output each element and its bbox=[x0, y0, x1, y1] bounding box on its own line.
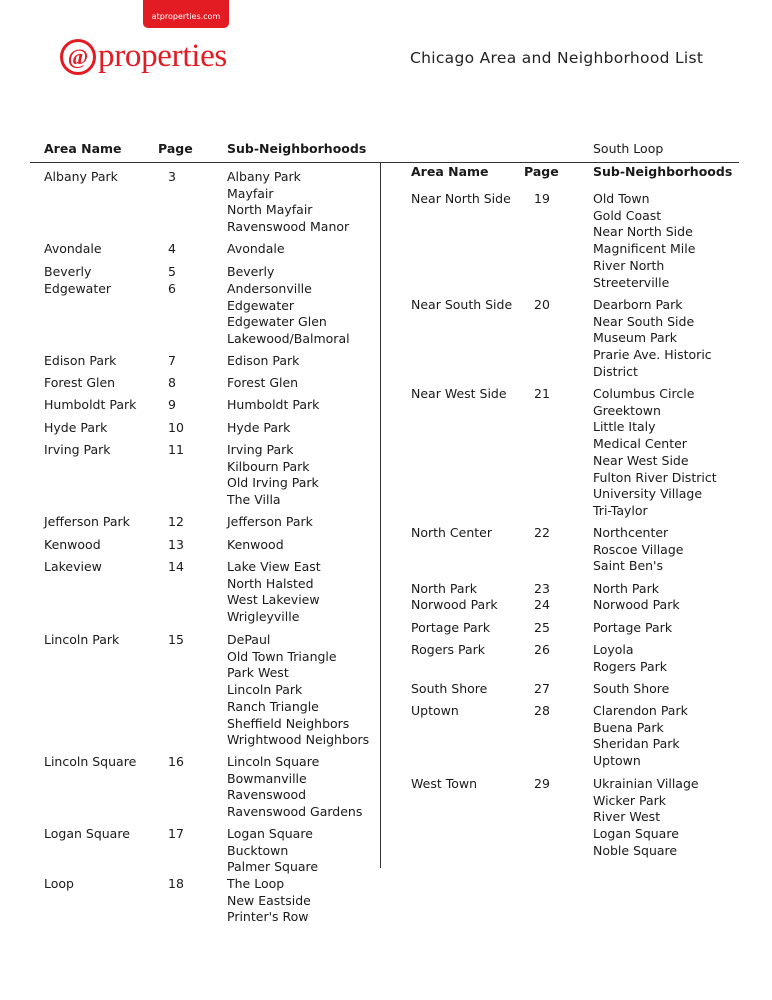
area-name: Near West Side bbox=[411, 386, 507, 401]
sub-neighborhood-list bbox=[593, 776, 699, 860]
area-name: Forest Glen bbox=[44, 375, 116, 390]
page-number: 29 bbox=[534, 776, 550, 791]
sub-neighborhood: North Halsted bbox=[227, 575, 314, 591]
sub-neighborhood: Streeterville bbox=[593, 274, 670, 290]
sub-neighborhood: Edgewater Glen bbox=[227, 314, 327, 330]
sub-neighborhood: District bbox=[593, 363, 638, 379]
sub-neighborhood: Noble Square bbox=[593, 842, 678, 858]
sub-neighborhood: Clarendon Park bbox=[593, 703, 688, 718]
page-number: 14 bbox=[168, 559, 184, 574]
website-tab[interactable] bbox=[143, 0, 229, 28]
page-number: 4 bbox=[168, 241, 176, 256]
sub-neighborhood: Andersonville bbox=[227, 281, 312, 296]
sub-neighborhood: Dearborn Park bbox=[593, 297, 683, 312]
sub-neighborhood: Near North Side bbox=[593, 224, 693, 240]
sub-neighborhood: South Shore bbox=[593, 681, 670, 696]
area-name: Logan Square bbox=[44, 826, 130, 841]
page-number: 9 bbox=[168, 397, 176, 412]
sub-neighborhood: Humboldt Park bbox=[227, 397, 320, 412]
area-name: South Shore bbox=[411, 681, 488, 696]
sub-neighborhood: River West bbox=[593, 809, 661, 825]
sub-neighborhood: Logan Square bbox=[227, 826, 313, 841]
header-divider bbox=[30, 162, 739, 163]
sub-neighborhood-list bbox=[593, 597, 680, 614]
area-name: Portage Park bbox=[411, 620, 491, 635]
sub-neighborhood-list bbox=[593, 297, 712, 381]
sub-neighborhood-list bbox=[593, 386, 717, 520]
area-name: Norwood Park bbox=[411, 597, 498, 612]
sub-neighborhood: Lincoln Park bbox=[227, 682, 303, 698]
sub-neighborhood: Jefferson Park bbox=[227, 514, 313, 529]
sub-neighborhood: Irving Park bbox=[227, 442, 294, 457]
sub-neighborhood: Kenwood bbox=[227, 537, 284, 552]
document-title: Chicago Area and Neighborhood List bbox=[410, 49, 704, 67]
sub-neighborhood: Ravenswood Gardens bbox=[227, 804, 363, 820]
sub-neighborhood: Little Italy bbox=[593, 419, 656, 435]
sub-neighborhood-list bbox=[227, 754, 362, 821]
company-logo bbox=[60, 38, 227, 78]
page-number: 5 bbox=[168, 264, 176, 279]
logo-wordmark: properties bbox=[98, 38, 227, 74]
sub-neighborhood: Park West bbox=[227, 665, 289, 681]
sub-neighborhood: Northcenter bbox=[593, 525, 669, 540]
right-header-subs: Sub-Neighborhoods bbox=[593, 164, 733, 179]
page-number: 11 bbox=[168, 442, 184, 457]
page-number: 3 bbox=[168, 169, 176, 184]
sub-neighborhood: Bowmanville bbox=[227, 770, 307, 786]
page-number: 21 bbox=[534, 386, 550, 401]
logo-at-symbol: @ bbox=[60, 39, 96, 75]
sub-neighborhood-list bbox=[593, 703, 688, 770]
page-number: 20 bbox=[534, 297, 550, 312]
sub-neighborhood: Lake View East bbox=[227, 559, 321, 574]
area-name: West Town bbox=[411, 776, 478, 791]
sub-neighborhood: Edison Park bbox=[227, 353, 300, 368]
sub-neighborhood: Old Irving Park bbox=[227, 475, 319, 491]
sub-neighborhood-list bbox=[227, 281, 350, 348]
sub-neighborhood: Medical Center bbox=[593, 436, 687, 452]
sub-neighborhood: Sheffield Neighbors bbox=[227, 715, 350, 731]
page-number: 19 bbox=[534, 191, 550, 206]
area-name: Near North Side bbox=[411, 191, 511, 206]
sub-neighborhood: Ravenswood Manor bbox=[227, 219, 350, 235]
area-name: Albany Park bbox=[44, 169, 118, 184]
sub-neighborhood: Ravenswood bbox=[227, 787, 307, 803]
area-name: Beverly bbox=[44, 264, 92, 279]
sub-neighborhood: Loyola bbox=[593, 642, 634, 657]
page-number: 8 bbox=[168, 375, 176, 390]
sub-neighborhood: Near South Side bbox=[593, 313, 695, 329]
page-number: 13 bbox=[168, 537, 184, 552]
sub-neighborhood-list bbox=[593, 620, 672, 637]
left-header-subs: Sub-Neighborhoods bbox=[227, 141, 367, 156]
page-number: 24 bbox=[534, 597, 550, 612]
sub-neighborhood-list bbox=[593, 525, 683, 575]
sub-neighborhood-list bbox=[227, 514, 313, 531]
sub-neighborhood: Buena Park bbox=[593, 719, 664, 735]
sub-neighborhood: Avondale bbox=[227, 241, 285, 256]
area-name: Jefferson Park bbox=[44, 514, 130, 529]
sub-neighborhood: The Villa bbox=[227, 492, 281, 508]
sub-neighborhood: Hyde Park bbox=[227, 420, 291, 435]
sub-neighborhood: Edgewater bbox=[227, 297, 295, 313]
sub-neighborhood: Wicker Park bbox=[593, 792, 667, 808]
sub-neighborhood: North Mayfair bbox=[227, 202, 313, 218]
sub-neighborhood: Logan Square bbox=[593, 826, 679, 842]
left-header-page: Page bbox=[158, 141, 193, 156]
area-name: North Park bbox=[411, 581, 477, 596]
area-name: Uptown bbox=[411, 703, 459, 718]
sub-neighborhood-list bbox=[227, 375, 298, 392]
sub-neighborhood: Wrightwood Neighbors bbox=[227, 732, 370, 748]
sub-neighborhood: Palmer Square bbox=[227, 859, 319, 875]
sub-neighborhood-list bbox=[593, 581, 659, 598]
area-name: Hyde Park bbox=[44, 420, 108, 435]
sub-neighborhood: New Eastside bbox=[227, 892, 311, 908]
page-number: 12 bbox=[168, 514, 184, 529]
page-number: 15 bbox=[168, 632, 184, 647]
sub-neighborhood-list bbox=[227, 420, 290, 437]
page-number: 25 bbox=[534, 620, 550, 635]
carryover-sub-neighborhood: South Loop bbox=[593, 141, 664, 156]
sub-neighborhood: Ranch Triangle bbox=[227, 698, 319, 714]
sub-neighborhood: Greektown bbox=[593, 402, 661, 418]
page-number: 16 bbox=[168, 754, 184, 769]
sub-neighborhood: Gold Coast bbox=[593, 207, 662, 223]
sub-neighborhood-list bbox=[593, 642, 667, 675]
website-url[interactable]: atproperties.com bbox=[151, 12, 221, 21]
sub-neighborhood-list bbox=[227, 397, 319, 414]
sub-neighborhood: Bucktown bbox=[227, 842, 289, 858]
sub-neighborhood: Portage Park bbox=[593, 620, 673, 635]
sub-neighborhood: Printer's Row bbox=[227, 909, 309, 925]
sub-neighborhood-list bbox=[593, 681, 669, 698]
sub-neighborhood: Magnificent Mile bbox=[593, 241, 696, 257]
sub-neighborhood-list bbox=[227, 169, 349, 236]
area-name: Edgewater bbox=[44, 281, 112, 296]
sub-neighborhood: Forest Glen bbox=[227, 375, 299, 390]
area-name: Kenwood bbox=[44, 537, 101, 552]
sub-neighborhood: Albany Park bbox=[227, 169, 301, 184]
page-number: 28 bbox=[534, 703, 550, 718]
sub-neighborhood: River North bbox=[593, 257, 665, 273]
sub-neighborhood-list bbox=[227, 442, 319, 509]
sub-neighborhood-list bbox=[227, 826, 318, 876]
sub-neighborhood: Lincoln Square bbox=[227, 754, 320, 769]
sub-neighborhood: Mayfair bbox=[227, 185, 274, 201]
sub-neighborhood: Norwood Park bbox=[593, 597, 680, 612]
page-number: 23 bbox=[534, 581, 550, 596]
column-divider bbox=[380, 162, 381, 868]
area-name: Lincoln Park bbox=[44, 632, 120, 647]
page-number: 18 bbox=[168, 876, 184, 891]
sub-neighborhood: Near West Side bbox=[593, 452, 689, 468]
sub-neighborhood: Old Town bbox=[593, 191, 650, 206]
sub-neighborhood-list bbox=[227, 559, 321, 626]
sub-neighborhood-list bbox=[227, 353, 299, 370]
sub-neighborhood: Beverly bbox=[227, 264, 275, 279]
sub-neighborhood: West Lakeview bbox=[227, 592, 320, 608]
area-name: Irving Park bbox=[44, 442, 111, 457]
right-header-area: Area Name bbox=[411, 164, 489, 179]
area-name: Rogers Park bbox=[411, 642, 486, 657]
area-name: Near South Side bbox=[411, 297, 513, 312]
left-header-area: Area Name bbox=[44, 141, 122, 156]
area-name: North Center bbox=[411, 525, 493, 540]
sub-neighborhood: University Village bbox=[593, 486, 703, 502]
area-name: Lincoln Square bbox=[44, 754, 137, 769]
page-number: 10 bbox=[168, 420, 184, 435]
area-name: Avondale bbox=[44, 241, 102, 256]
sub-neighborhood: Fulton River District bbox=[593, 469, 717, 485]
sub-neighborhood-list bbox=[593, 191, 695, 291]
page-number: 7 bbox=[168, 353, 176, 368]
page-number: 27 bbox=[534, 681, 550, 696]
sub-neighborhood: Ukrainian Village bbox=[593, 776, 699, 791]
sub-neighborhood: Museum Park bbox=[593, 330, 677, 346]
sub-neighborhood: Roscoe Village bbox=[593, 541, 684, 557]
page-number: 17 bbox=[168, 826, 184, 841]
area-name: Loop bbox=[44, 876, 74, 891]
sub-neighborhood: Sheridan Park bbox=[593, 736, 680, 752]
area-name: Humboldt Park bbox=[44, 397, 137, 412]
sub-neighborhood: Kilbourn Park bbox=[227, 458, 310, 474]
sub-neighborhood: Saint Ben's bbox=[593, 558, 664, 574]
page-number: 22 bbox=[534, 525, 550, 540]
sub-neighborhood: DePaul bbox=[227, 632, 271, 647]
sub-neighborhood-list bbox=[227, 241, 285, 258]
sub-neighborhood: Columbus Circle bbox=[593, 386, 695, 401]
sub-neighborhood: Lakewood/Balmoral bbox=[227, 331, 350, 347]
page-number: 26 bbox=[534, 642, 550, 657]
sub-neighborhood: Wrigleyville bbox=[227, 609, 300, 625]
sub-neighborhood: North Park bbox=[593, 581, 659, 596]
sub-neighborhood: The Loop bbox=[227, 876, 285, 891]
right-header-page: Page bbox=[524, 164, 559, 179]
area-name: Lakeview bbox=[44, 559, 102, 574]
sub-neighborhood-list bbox=[227, 264, 274, 281]
page-number: 6 bbox=[168, 281, 176, 296]
sub-neighborhood: Uptown bbox=[593, 753, 641, 769]
sub-neighborhood-list bbox=[227, 537, 284, 554]
area-name: Edison Park bbox=[44, 353, 117, 368]
sub-neighborhood: Rogers Park bbox=[593, 658, 668, 674]
sub-neighborhood: Old Town Triangle bbox=[227, 648, 337, 664]
sub-neighborhood-list bbox=[227, 876, 311, 926]
sub-neighborhood: Tri-Taylor bbox=[593, 502, 648, 518]
sub-neighborhood-list bbox=[227, 632, 369, 749]
sub-neighborhood: Prarie Ave. Historic bbox=[593, 347, 712, 363]
